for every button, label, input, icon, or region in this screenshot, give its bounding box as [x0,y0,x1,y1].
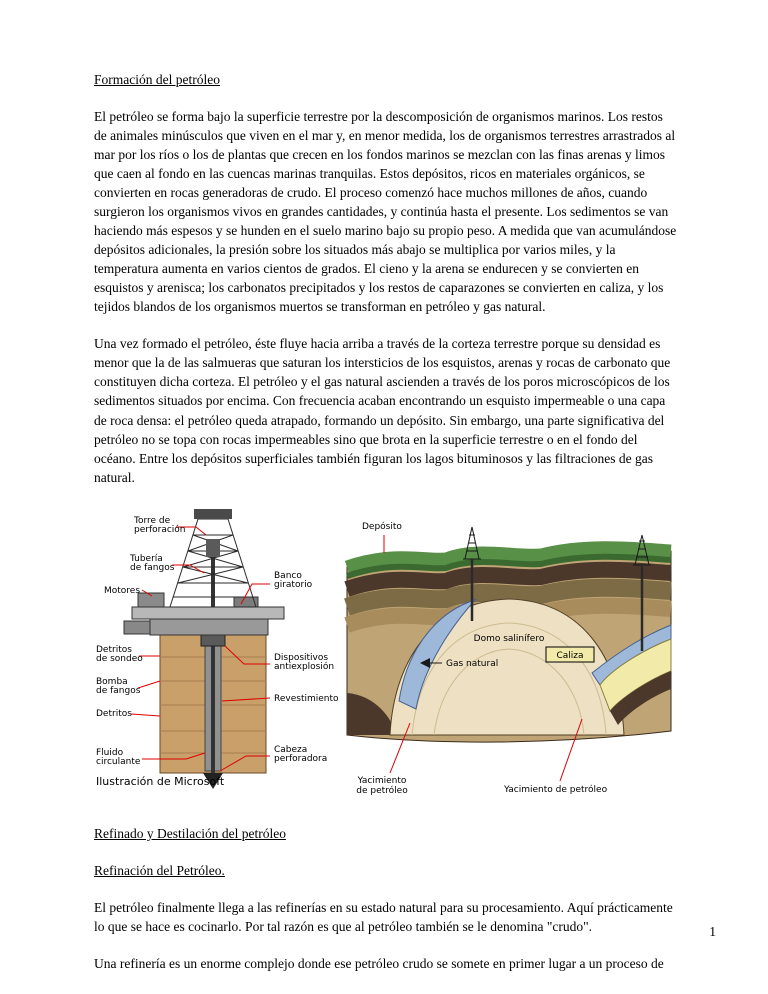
label-fluido-circulante-2: circulante [96,756,141,767]
label-motores: Motores [104,585,141,596]
title-formacion-petroleo: Formación del petróleo [94,72,220,87]
paragraph-formacion-1: El petróleo se forma bajo la superficie terrestre por la descomposición de organismos marinos. Los restos de animales minúsculos que viven en el mar y, en menor medida, los de organismos terrestres arrastrados al mar por los ríos o los de plantas que crecen en los fondos marinos se mezclan con las finas arenas y limos que caen al fondo en las cuencas marinas tranquilas. Estos depósitos, ricos en materiales orgánicos, se convierten en rocas generadoras de crudo. El proceso comenzó hace muchos millones de años, cuando surgieron los organismos vivos en grandes cantidades, y continúa hasta el presente. Los sedimentos se van haciendo más espesos y se hunden en el suelo marino bajo su propio peso. A medida que van acumulándose depósitos adicionales, la presión sobre los situados más abajo se multiplica por varios miles, y la temperatura aumenta en varios cientos de grados. El cieno y la arena se endurecen y se convierten en esquistos y arenisca; los carbonatos precipitados y los restos de caparazones se convierten en caliza, y los tejidos blandos de los organismos muertos se transforman en petróleo y gas natural. [94,109,677,315]
label-bomba-fangos: Bomba [96,676,128,687]
label-caliza: Caliza [556,650,584,661]
label-revestimiento: Revestimiento [274,693,339,704]
paragraph-formacion-2: Una vez formado el petróleo, éste fluye hacia arriba a través de la corteza terrestre porque su densidad es menor que la de las salmueras que saturan los intersticios de los esquistos, arenas y rocas de carbonato que constituyen dicha corteza. El petróleo y el gas natural ascienden a través de los poros microscópicos de los sedimentos situados por encima. Con frecuencia acaban encontrando un esquisto impermeable o una capa de roca densa: el petróleo queda atrapado, formando un depósito. Sin embargo, una parte significativa del petróleo no se topa con rocas impermeables sino que brota en la superficie terrestre o en el fondo del océano. Entre los depósitos superficiales también figuran los lagos bituminosos y las filtraciones de gas natural. [94,336,671,485]
label-dispositivos-antiexplosion-2: antiexplosión [274,661,335,672]
rig-deck [132,607,284,619]
page-number: 1 [709,924,716,939]
paragraph-refinacion-1: El petróleo finalmente llega a las refinerías en su estado natural para su procesamiento. Aquí prácticamente lo que se hace es cocinarlo. Por tal razón es que al petróleo también se le denomina "crudo". [94,899,673,934]
substructure [150,619,268,635]
heading-refinacion-petroleo: Refinación del Petróleo. [94,862,225,878]
label-banco-giratorio: Banco [274,570,302,581]
label-detritos-sondeo-2: de sondeo [96,653,143,664]
label-dispositivos-antiexplosion: Dispositivos [274,652,329,663]
heading-refinado-destilacion: Refinado y Destilación del petróleo [94,825,286,841]
label-detritos-sondeo: Detritos [96,644,132,655]
label-cabeza-perforadora-2: perforadora [274,753,328,764]
figure-svg [94,505,679,803]
label-gas-natural: Gas natural [446,658,499,669]
crown-block [194,509,232,519]
drilling-rig-diagram [124,509,284,789]
petroleum-figure [94,505,678,808]
label-banco-giratorio-2: giratorio [274,579,313,590]
label-yacimiento-left: Yacimiento [357,775,407,786]
label-domo-salinifero: Domo salinífero [473,633,545,644]
label-fluido-circulante: Fluido [96,747,124,758]
label-torre-perforacion: Torre de [134,515,171,526]
label-yacimiento-left-2: de petróleo [356,785,408,796]
label-bomba-fangos-2: de fangos [96,685,141,696]
mud-pump [124,621,150,634]
traveling-block [206,539,220,557]
label-torre-perforacion-2: perforación [134,524,186,535]
paragraph-refinacion-2: Una refinería es un enorme complejo donde ese petróleo crudo se somete en primer lugar a un proceso de [94,955,664,971]
drill-pipe [211,555,215,777]
label-detritos: Detritos [96,708,132,719]
label-yacimiento-right: Yacimiento de petróleo [504,784,608,795]
label-cabeza-perforadora: Cabeza [274,744,308,755]
label-deposito: Depósito [362,521,402,532]
label-tuberia-fangos: Tubería [130,553,163,564]
label-tuberia-fangos-2: de fangos [130,562,175,573]
figure-credit: Ilustración de Microsoft [96,774,225,788]
